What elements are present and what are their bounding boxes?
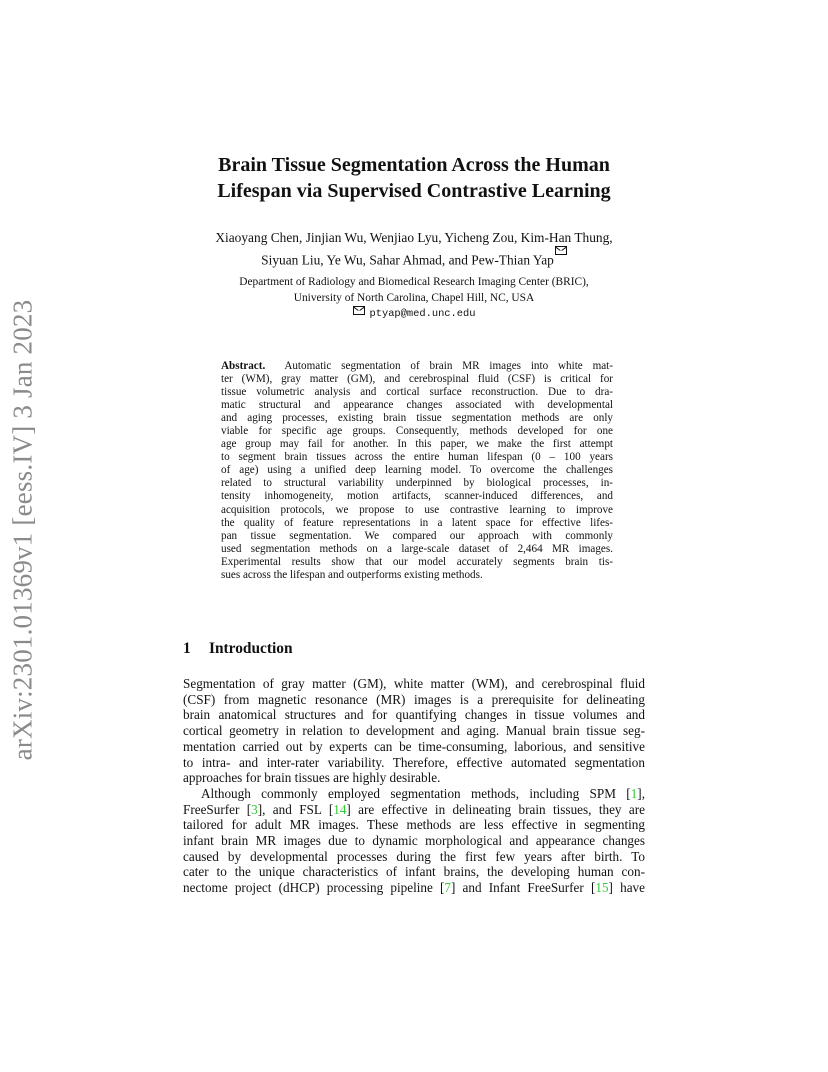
arxiv-identifier-text: arXiv:2301.01369v1 [eess.IV] 3 Jan 2023 bbox=[7, 299, 38, 761]
email-address[interactable]: ptyap@med.unc.edu bbox=[369, 308, 476, 321]
paragraph-line: cortical geometry in relation to development and aging. Manual brain tissue seg- bbox=[183, 723, 645, 739]
authors-line-1: Xiaoyang Chen, Jinjian Wu, Wenjiao Lyu, Yicheng Zou, Kim-Han Thung, bbox=[215, 230, 613, 245]
abstract-line: and aging processes, existing brain tissue segmentation methods are only bbox=[221, 412, 613, 425]
abstract-line: to segment brain tissues across the entire human lifespan (0 – 100 years bbox=[221, 451, 613, 464]
section-title: Introduction bbox=[209, 640, 293, 657]
paragraph-line: approaches for brain tissues are highly desirable. bbox=[183, 770, 441, 786]
abstract-line: sues across the lifespan and outperforms existing methods. bbox=[221, 568, 483, 581]
paragraph-line: infant brain MR images due to dynamic morphological and appearance changes bbox=[183, 833, 645, 849]
abstract-line: ter (WM), gray matter (GM), and cerebrospinal fluid (CSF) is critical for bbox=[221, 373, 613, 386]
paragraph-line: nectome project (dHCP) processing pipeline [7] and Infant FreeSurfer [15] have bbox=[183, 880, 645, 896]
author-list bbox=[150, 229, 678, 268]
citation-link[interactable]: 7 bbox=[444, 880, 451, 896]
abstract-line: tissue volumetric analysis and cortical surface reconstruction. Due to dra- bbox=[221, 386, 613, 399]
title-line-1: Brain Tissue Segmentation Across the Human bbox=[218, 154, 610, 176]
paragraph-line: brain anatomical structures and for quantifying changes in tissue volumes and bbox=[183, 707, 645, 723]
abstract-line: matic structural and appearance changes associated with developmental bbox=[221, 399, 613, 412]
paragraph-line: Segmentation of gray matter (GM), white matter (WM), and cerebrospinal fluid bbox=[183, 676, 645, 691]
abstract-line: Experimental results show that our model accurately segments brain tis- bbox=[221, 555, 613, 568]
affiliation-line-1: Department of Radiology and Biomedical Research Imaging Center (BRIC), bbox=[239, 276, 589, 288]
affiliation bbox=[150, 275, 678, 323]
citation-link[interactable]: 14 bbox=[333, 801, 347, 817]
paragraph-line: caused by developmental processes during the first few years after birth. To bbox=[183, 848, 645, 864]
abstract-line: Abstract. Automatic segmentation of brain MR images into white mat- bbox=[221, 360, 613, 372]
citation-link[interactable]: 15 bbox=[595, 880, 609, 896]
abstract-line: acquisition protocols, we propose to use contrastive learning to improve bbox=[221, 503, 613, 516]
abstract-line: used segmentation methods on a large-scale dataset of 2,464 MR images. bbox=[221, 542, 613, 555]
authors-line-2: Siyuan Liu, Ye Wu, Sahar Ahmad, and Pew-Thian Yap bbox=[261, 252, 554, 268]
abstract-line: age group may fail for another. In this paper, we make the first attempt bbox=[221, 438, 613, 451]
paragraph-line: Although commonly employed segmentation methods, including SPM [1], bbox=[201, 785, 645, 801]
affiliation-line-2: University of North Carolina, Chapel Hill, NC, USA bbox=[293, 291, 535, 304]
paragraph-line: tailored for adult MR images. These methods are less effective in segmenting bbox=[183, 817, 645, 833]
paragraph-line: mentation carried out by experts can be time-consuming, laborious, and sensitive bbox=[183, 738, 645, 754]
email-line bbox=[150, 306, 678, 323]
abstract bbox=[221, 360, 613, 582]
abstract-line: related to structural variability underpinned by biological processes, in- bbox=[221, 477, 613, 490]
title-line-2: Lifespan via Supervised Contrastive Learning bbox=[217, 180, 611, 202]
body-text bbox=[183, 676, 645, 896]
authors-line-2-wrap bbox=[150, 246, 678, 268]
abstract-line: the quality of feature representations in a latent space for effective lifes- bbox=[221, 516, 613, 529]
abstract-line: viable for specific age groups. Consequently, methods developed for one bbox=[221, 425, 613, 438]
citation-link[interactable]: 1 bbox=[630, 785, 638, 801]
paper-title bbox=[150, 152, 678, 204]
paragraph-line: (CSF) from magnetic resonance (MR) images is a prerequisite for delineating bbox=[183, 691, 645, 707]
section-heading bbox=[183, 640, 293, 658]
envelope-icon bbox=[353, 306, 365, 315]
section-number: 1 bbox=[183, 640, 191, 657]
paragraph-line: to intra- and inter-rater variability. Therefore, effective automated segmentation bbox=[183, 754, 645, 770]
abstract-line: of age) using a unified deep learning model. To overcome the challenges bbox=[221, 464, 613, 477]
paragraph-line: FreeSurfer [3], and FSL [14] are effective in delineating brain tissues, they are bbox=[183, 801, 645, 817]
citation-link[interactable]: 3 bbox=[251, 801, 258, 817]
abstract-line: pan tissue segmentation. We compared our approach with commonly bbox=[221, 529, 613, 542]
paragraph-line: cater to the unique characteristics of infant brains, the developing human con- bbox=[183, 864, 645, 880]
envelope-icon bbox=[555, 246, 567, 255]
abstract-line: tensity inhomogeneity, motion artifacts, scanner-induced differences, and bbox=[221, 490, 613, 503]
abstract-label: Abstract. bbox=[221, 360, 266, 372]
